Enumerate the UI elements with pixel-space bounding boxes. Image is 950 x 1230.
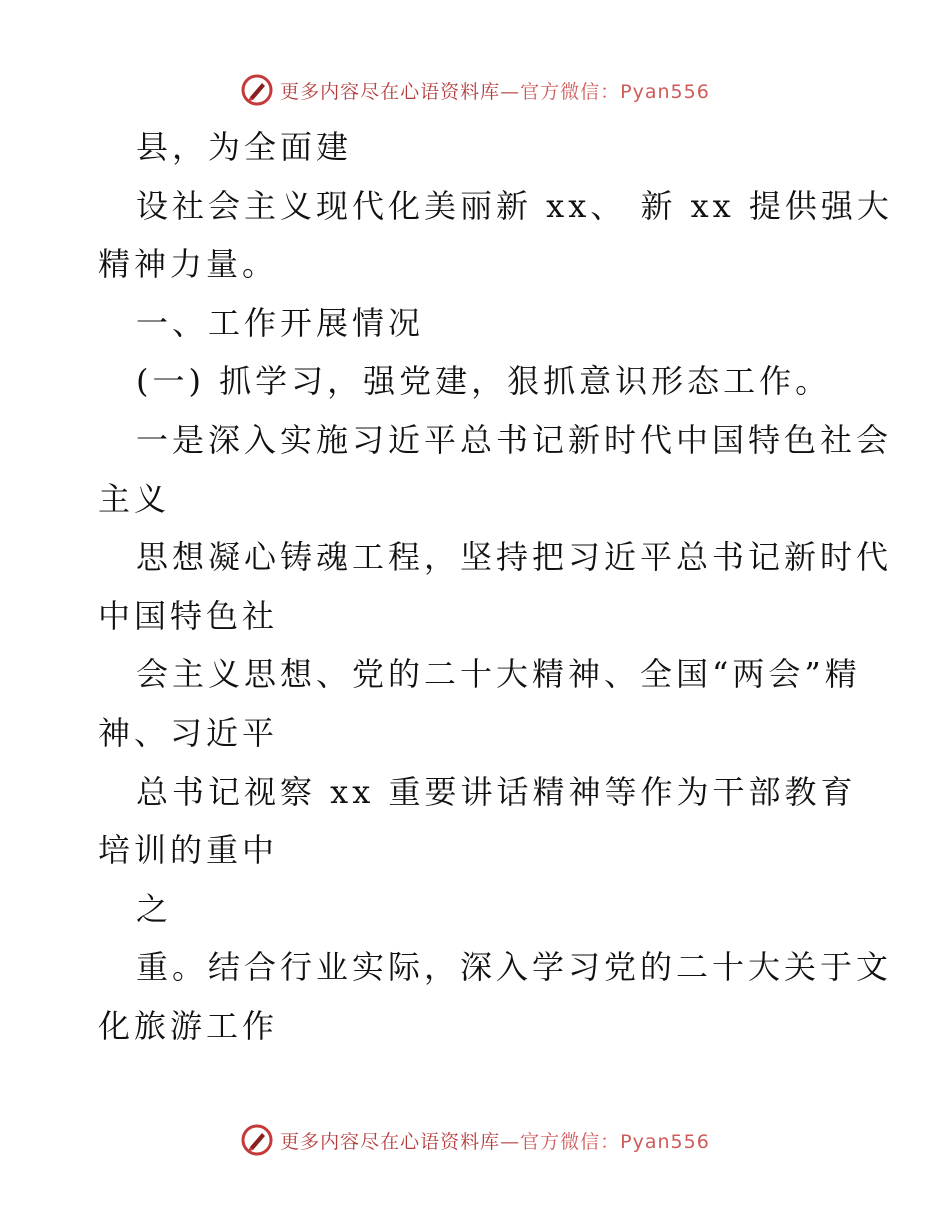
banner-separator: — — [500, 1130, 521, 1153]
text-line: 化旅游工作 — [98, 1006, 279, 1045]
text-line: 中国特色社 — [98, 596, 279, 635]
text-line: 主义 — [98, 479, 171, 518]
section-heading: 一、工作开展情况 — [136, 303, 425, 342]
banner-label — [280, 1127, 710, 1154]
banner-separator: — — [500, 80, 521, 103]
banner-label — [280, 77, 710, 104]
text-line: 思想凝心铸魂工程，坚持把习近平总书记新时代 — [136, 538, 893, 577]
footer-banner — [0, 1122, 950, 1158]
text-line: 总书记视察 xx 重要讲话精神等作为干部教育 — [136, 772, 857, 811]
text-line: 会主义思想、党的二十大精神、全国“两会”精 — [136, 655, 861, 694]
subsection-heading: (一) 抓学习，强党建，狠抓意识形态工作。 — [136, 362, 832, 401]
banner-wechat-text: 官方微信：Pyan556 — [520, 80, 710, 103]
text-line: 设社会主义现代化美丽新 xx、 新 xx 提供强大 — [136, 186, 893, 225]
banner-wechat-text: 官方微信：Pyan556 — [520, 1130, 710, 1153]
banner-site-text: 更多内容尽在心语资料库 — [280, 1130, 501, 1153]
text-line: 县，为全面建 — [136, 128, 353, 166]
text-line: 培训的重中 — [98, 831, 279, 870]
text-line: 神、习近平 — [98, 713, 279, 752]
text-line: 重。结合行业实际，深入学习党的二十大关于文 — [136, 948, 893, 987]
header-banner — [0, 72, 950, 108]
text-line: 一是深入实施习近平总书记新时代中国特色社会 — [136, 420, 893, 459]
document-body — [98, 118, 893, 1056]
text-line: 精神力量。 — [98, 245, 279, 284]
text-line: 之 — [136, 889, 173, 928]
pen-logo-icon — [240, 73, 274, 107]
pen-logo-icon — [240, 1123, 274, 1157]
banner-site-text: 更多内容尽在心语资料库 — [280, 80, 501, 103]
